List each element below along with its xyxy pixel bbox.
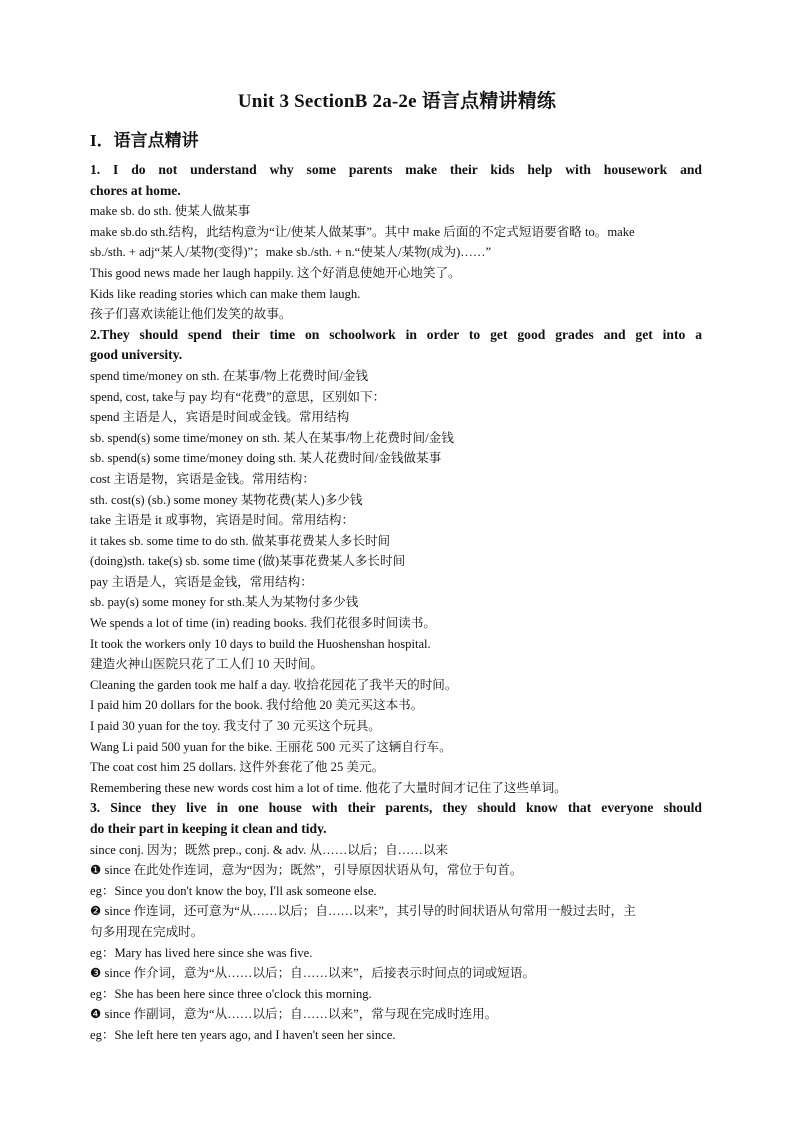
text-line: ❹ since 作副词，意为“从……以后；自……以来”，常与现在完成时连用。 — [90, 1007, 498, 1022]
text-line: ❷ since 作连词，还可意为“从……以后；自……以来”，其引导的时间状语从句常用一般过去时，主 — [90, 904, 636, 919]
text-line: 句多用现在完成时。 — [90, 924, 204, 939]
text-line: eg：Since you don't know the boy, I'll ask someone else. — [90, 883, 377, 898]
text-line: since conj. 因为；既然 prep., conj. & adv. 从……以后；自……以来 — [90, 842, 449, 857]
text-line: ❶ since 在此处作连词，意为“因为；既然”，引导原因状语从句，常位于句首。 — [90, 863, 523, 878]
section-heading: I．语言点精讲 — [90, 131, 199, 150]
point-heading-line: good university. — [90, 347, 183, 363]
text-line: The coat cost him 25 dollars. 这件外套花了他 25 美元。 — [90, 760, 385, 775]
point-heading-line: 2.They should spend their time on schoolwork in order to get good grades and get into a — [90, 326, 702, 342]
text-line: sth. cost(s) (sb.) some money 某物花费(某人)多少钱 — [90, 492, 363, 507]
text-line: pay 主语是人，宾语是金钱，常用结构： — [90, 574, 313, 589]
text-line: make sb. do sth. 使某人做某事 — [90, 204, 251, 219]
text-line: eg：She left here ten years ago, and I haven't seen her since. — [90, 1027, 396, 1042]
text-line: It took the workers only 10 days to build the Huoshenshan hospital. — [90, 636, 431, 651]
text-line: sb. pay(s) some money for sth.某人为某物付多少钱 — [90, 595, 359, 610]
text-line: ❸ since 作介词，意为“从……以后；自……以来”，后接表示时间点的词或短语。 — [90, 966, 536, 981]
text-line: 孩子们喜欢读能让他们发笑的故事。 — [90, 307, 292, 322]
text-line: spend, cost, take与 pay 均有“花费”的意思，区别如下： — [90, 389, 386, 404]
text-line: eg：She has been here since three o'clock this morning. — [90, 986, 372, 1001]
page-title: Unit 3 SectionB 2a-2e 语言点精讲精练 — [237, 91, 557, 112]
document-body — [90, 160, 702, 1046]
text-line: I paid 30 yuan for the toy. 我支付了 30 元买这个玩具。 — [90, 719, 381, 734]
text-line: take 主语是 it 或事物，宾语是时间。常用结构： — [90, 513, 355, 528]
text-line: I paid him 20 dollars for the book. 我付给他 20 美元买这本书。 — [90, 698, 424, 713]
text-line: This good news made her laugh happily. 这个好消息使她开心地笑了。 — [90, 265, 461, 280]
text-line: it takes sb. some time to do sth. 做某事花费某人多长时间 — [90, 533, 391, 548]
point-heading-line: 3. Since they live in one house with their parents, they should know that everyone should — [90, 800, 702, 816]
text-line: make sb.do sth.结构，此结构意为“让/使某人做某事”。其中 make 后面的不定式短语要省略 to。make — [90, 224, 635, 239]
text-line: sb./sth. + adj“某人/某物(变得)”；make sb./sth. + n.“使某人/某物(成为)……” — [90, 245, 492, 260]
text-line: We spends a lot of time (in) reading books. 我们花很多时间读书。 — [90, 616, 436, 631]
point-heading-line: do their part in keeping it clean and tidy. — [90, 821, 327, 836]
text-line: spend time/money on sth. 在某事/物上花费时间/金钱 — [90, 368, 369, 383]
text-line: sb. spend(s) some time/money doing sth. 某人花费时间/金钱做某事 — [90, 451, 442, 466]
text-line: (doing)sth. take(s) sb. some time (做)某事花费某人多长时间 — [90, 554, 406, 569]
text-line: spend 主语是人，宾语是时间或金钱。常用结构 — [90, 410, 350, 425]
text-line: Remembering these new words cost him a lot of time. 他花了大量时间才记住了这些单词。 — [90, 780, 567, 795]
text-line: cost 主语是物，宾语是金钱。常用结构： — [90, 471, 315, 486]
point-heading-line: chores at home. — [90, 182, 181, 198]
text-line: Kids like reading stories which can make them laugh. — [90, 286, 361, 301]
text-line: eg：Mary has lived here since she was five. — [90, 945, 313, 960]
text-line: Cleaning the garden took me half a day. 收拾花园花了我半天的时间。 — [90, 677, 458, 692]
point-heading-line: 1. I do not understand why some parents make their kids help with housework and — [90, 162, 702, 177]
text-line: 建造火神山医院只花了工人们 10 天时间。 — [90, 657, 323, 672]
text-line: sb. spend(s) some time/money on sth. 某人在某事/物上花费时间/金钱 — [90, 430, 454, 445]
text-line: Wang Li paid 500 yuan for the bike. 王丽花 500 元买了这辆自行车。 — [90, 739, 452, 754]
